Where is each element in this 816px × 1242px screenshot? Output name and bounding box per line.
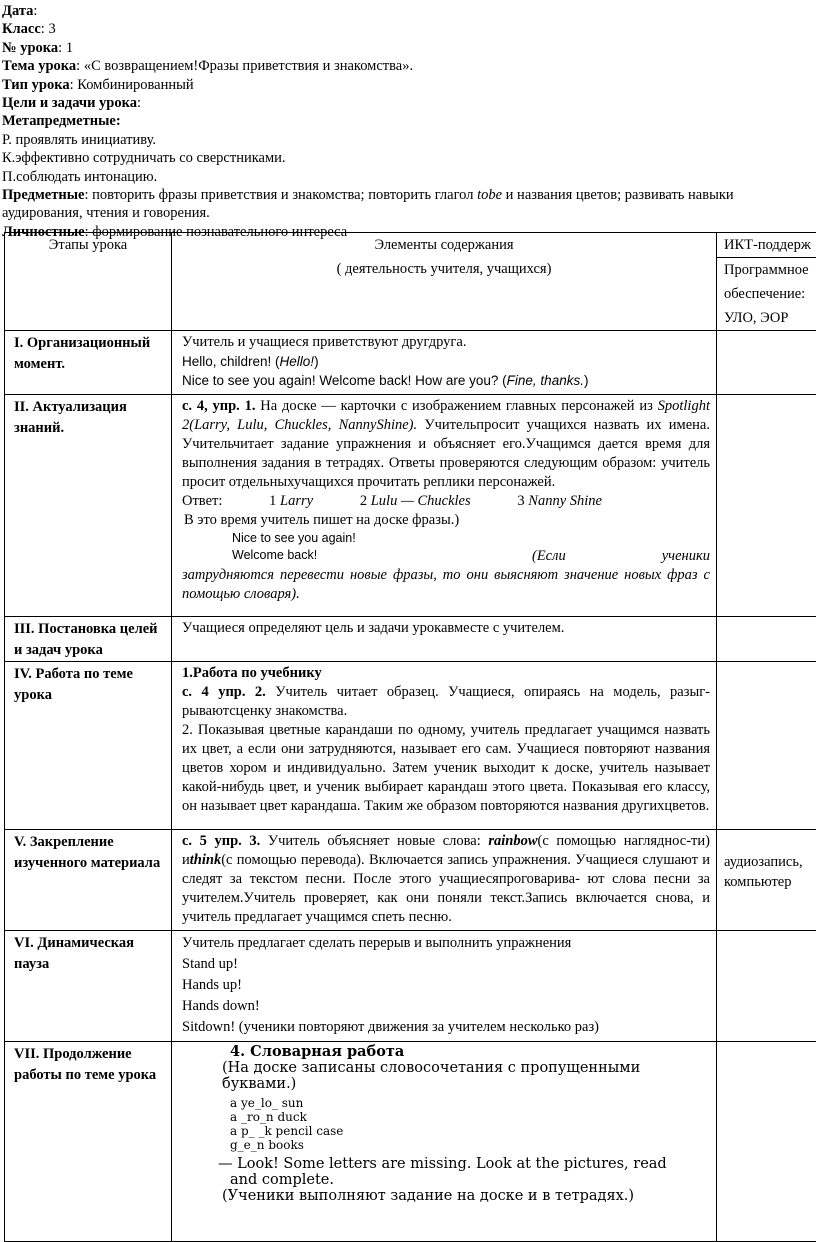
lesson-type-label: Тип урока [2, 77, 70, 93]
ikt-cell [717, 617, 816, 662]
stage-cell: VII. Продолжение работы по теме урока [5, 1042, 172, 1242]
content-cell: с. 5 упр. 3. Учитель объясняет новые слова: rainbow(с помощью нагляднос-ти) иthink(с помощью перевода). Включается запись упражнения. Учащиеся слушают и следят за текстом песни. После этого учащиесяпроговарива- ют слова песни за учителем.Учитель проверяет, как они поняли текст.Запись включается снова, и учитель предлагает учащимся спеть песню. [172, 830, 717, 931]
content-cell: 4. Словарная работа (На доске записаны словосочетания с пропущенными буквами.) a ye_lo_ sun a _ro_n duck a p_ _k pencil case g_e_n books — Look! Some letters are missing. Look at the pictures, read and complete. (Ученики выполняют задание на доске и в тетрадях.) [172, 1042, 717, 1242]
content-header: Элементы содержания ( деятельность учителя, учащихся) [172, 233, 717, 331]
content-cell: с. 4, упр. 1. На доске — карточки с изображением главных персонажей из Spotlight 2(Larry, Lulu, Chuckles, NannyShine). Учительпросит учащихся назвать их имена. Учительчитает задание упражнения и объясняет его.Учащимся дается время для выполнения задания в тетрадях. Ответы проверяются следующим образом: учитель просит отдельныхучащихся прочитать реплики персонажей. Ответ: 1 Larry 2 Lulu — Chuckles 3 Nanny Shine В это время учитель пишет на доске фразы.) Nice to see you again! Welcome back! (Если ученики затрудняются перевести новые фразы, то они выясняют значение новых фраз с помощью словаря). [172, 395, 717, 617]
stage-cell: III. Постановка целей и задач урока [5, 617, 172, 662]
stage-cell: IV. Работа по теме урока [5, 662, 172, 830]
table-row [5, 617, 816, 662]
ikt-header: ИКТ-поддерж Программное обеспечение: УЛО, ЭОР [717, 233, 816, 331]
topic-value: «С возвращением!Фразы приветствия и знакомства». [84, 58, 413, 74]
meta-item: П.соблюдать интонацию. [2, 168, 814, 186]
class-label: Класс [2, 21, 41, 37]
class-value: 3 [48, 21, 55, 37]
lesson-number-value: 1 [66, 40, 73, 56]
stages-header: Этапы урока [5, 233, 172, 331]
table-row [5, 830, 816, 931]
content-cell: Учащиеся определяют цель и задачи урокавместе с учителем. [172, 617, 717, 662]
lesson-type-value: Комбинированный [77, 77, 193, 93]
content-cell: Учитель предлагает сделать перерыв и выполнить упражнения Stand up! Hands up! Hands down! Sitdown! (ученики повторяют движения за учителем несколько раз) [172, 931, 717, 1042]
ikt-cell: аудиозапись, компьютер [717, 830, 816, 931]
lesson-header: Дата: Класс: 3 № урока: 1 Тема урока: «С возвращением!Фразы приветствия и знакомства». Тип урока: Комбинированный Цели и задачи урока: Метапредметные: Р. проявлять инициативу. К.эффективно сотрудничать со сверстниками. П.соблюдать интонацию. Предметные: повторить фразы приветствия и знакомства; повторить глагол tobe и названия цветов; развивать навыки аудирования, чтения и говорения. Личностные: формирование познавательного интереса [2, 2, 814, 241]
ikt-cell [717, 1042, 816, 1242]
goals-label: Цели и задачи урока [2, 95, 137, 111]
ikt-cell [717, 931, 816, 1042]
personal-value: формирование познавательного интереса [92, 224, 347, 240]
meta-item: Р. проявлять инициативу. [2, 131, 814, 149]
lesson-number-label: № урока [2, 40, 58, 56]
topic-label: Тема урока [2, 58, 76, 74]
date-label: Дата [2, 3, 33, 19]
table-row [5, 931, 816, 1042]
stage-cell: V. Закрепление изученного материала [5, 830, 172, 931]
ikt-cell [717, 331, 816, 395]
subject-goals: Предметные: повторить фразы приветствия и знакомства; повторить глагол tobe и названия цветов; развивать навыки аудирования, чтения и говорения. [2, 186, 814, 223]
table-row [5, 331, 816, 395]
content-cell: 1.Работа по учебнику с. 4 упр. 2. Учитель читает образец. Учащиеся, опираясь на модель, разыгрываютсценку знакомства. 2. Показывая цветные карандаши по одному, учитель предлагает учащимся назвать их цвет, а если они затрудняются, называет его сам. Учащиеся повторяют названия цветов хором и индивидуально. Затем ученик выходит к доске, учитель называет какой-нибудь цвет, и ученик выбирает карандаш этого цвета. Показывая его классу, он называет цвет карандаша. Таким же образом повторяются названия другихцветов. [172, 662, 717, 830]
lesson-plan-table [4, 232, 816, 1242]
personal-label: Личностные [2, 224, 85, 240]
ikt-cell [717, 395, 816, 617]
content-cell: Учитель и учащиеся приветствуют другдруга. Hello, children! (Hello!) Nice to see you again! Welcome back! How are you? (Fine, thanks.) [172, 331, 717, 395]
subject-label: Предметные [2, 187, 84, 203]
stage-cell: VI. Динамическая пауза [5, 931, 172, 1042]
table-row [5, 395, 816, 617]
meta-label: Метапредметные: [2, 113, 121, 129]
table-header-row [5, 233, 816, 331]
table-row [5, 1042, 816, 1242]
ikt-cell [717, 662, 816, 830]
stage-cell: I. Организационный момент. [5, 331, 172, 395]
stage-cell: II. Актуализация знаний. [5, 395, 172, 617]
table-row [5, 662, 816, 830]
meta-item: К.эффективно сотрудничать со сверстниками. [2, 149, 814, 167]
